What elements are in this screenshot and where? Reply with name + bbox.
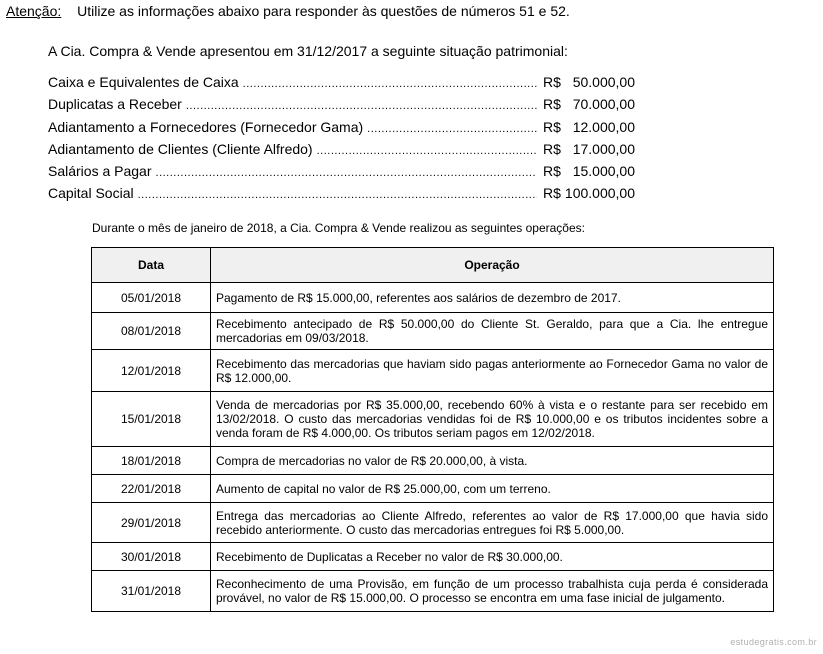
balance-currency: R$ xyxy=(543,185,561,202)
balance-label: Adiantamento de Clientes (Cliente Alfredo) xyxy=(48,140,313,157)
row-operation: Recebimento antecipado de R$ 50.000,00 do Cliente St. Geraldo, para que a Cia. lhe entregue mercadorias em 09/03/2018. xyxy=(211,313,774,350)
row-operation: Reconhecimento de uma Provisão, em função de um processo trabalhista cuja perda é considerada provável, no valor de R$ 15.000,00. O processo se encontra em uma fase inicial de julgamento. xyxy=(211,571,774,612)
table-header-row xyxy=(92,248,774,283)
table-row xyxy=(92,283,774,313)
balance-label: Salários a Pagar xyxy=(48,163,152,180)
header-date: Data xyxy=(92,248,211,283)
table-row xyxy=(92,392,774,447)
balance-label: Adiantamento a Fornecedores (Fornecedor Gama) xyxy=(48,118,364,135)
dot-leader xyxy=(243,73,537,95)
balance-row xyxy=(48,116,635,138)
row-date: 12/01/2018 xyxy=(92,350,211,392)
dot-leader xyxy=(317,140,537,162)
balance-value: 50.000,00 xyxy=(572,74,635,90)
balance-row xyxy=(48,71,635,93)
balance-value: 70.000,00 xyxy=(572,96,635,113)
dot-leader xyxy=(367,118,537,140)
operations-table xyxy=(91,247,774,612)
balance-value: 15.000,00 xyxy=(572,163,635,180)
balance-currency: R$ xyxy=(543,163,561,180)
balance-currency: R$ xyxy=(543,118,561,135)
table-row xyxy=(92,475,774,503)
row-operation: Recebimento de Duplicatas a Receber no valor de R$ 30.000,00. xyxy=(211,543,774,571)
dot-leader xyxy=(186,95,537,117)
row-operation: Pagamento de R$ 15.000,00, referentes aos salários de dezembro de 2017. xyxy=(211,283,774,313)
dot-leader xyxy=(156,162,537,184)
table-row xyxy=(92,350,774,392)
row-operation: Recebimento das mercadorias que haviam sido pagas anteriormente ao Fornecedor Gama no valor de R$ 12.000,00. xyxy=(211,350,774,392)
table-row xyxy=(92,571,774,612)
balance-currency: R$ xyxy=(543,74,561,90)
row-date: 31/01/2018 xyxy=(92,571,211,612)
balance-sheet xyxy=(48,71,635,205)
row-date: 29/01/2018 xyxy=(92,503,211,543)
attention-note xyxy=(6,3,570,19)
dot-leader xyxy=(138,184,537,206)
table-row xyxy=(92,447,774,475)
table-row xyxy=(92,543,774,571)
row-date: 22/01/2018 xyxy=(92,475,211,503)
balance-row xyxy=(48,138,635,160)
row-operation: Compra de mercadorias no valor de R$ 20.000,00, à vista. xyxy=(211,447,774,475)
row-operation: Aumento de capital no valor de R$ 25.000,00, com um terreno. xyxy=(211,475,774,503)
row-date: 15/01/2018 xyxy=(92,392,211,447)
row-date: 18/01/2018 xyxy=(92,447,211,475)
balance-row xyxy=(48,160,635,182)
operations-intro: Durante o mês de janeiro de 2018, a Cia. Compra & Vende realizou as seguintes operações: xyxy=(92,221,585,235)
balance-label: Duplicatas a Receber xyxy=(48,96,182,113)
balance-row xyxy=(48,93,635,115)
header-operation: Operação xyxy=(211,248,774,283)
attention-label: Atenção: xyxy=(6,3,62,19)
table-row xyxy=(92,313,774,350)
watermark: estudegratis.com.br xyxy=(730,637,817,647)
balance-currency: R$ xyxy=(543,96,561,113)
row-date: 30/01/2018 xyxy=(92,543,211,571)
balance-label: Caixa e Equivalentes de Caixa xyxy=(48,74,239,90)
balance-value: 12.000,00 xyxy=(572,118,635,135)
attention-text: Utilize as informações abaixo para responder às questões de números 51 e 52. xyxy=(77,3,570,19)
row-date: 08/01/2018 xyxy=(92,313,211,350)
balance-label: Capital Social xyxy=(48,185,134,202)
row-operation: Entrega das mercadorias ao Cliente Alfredo, referentes ao valor de R$ 17.000,00 que havia sido recebido anteriormente. O custo das mercadorias entregues foi R$ 5.000,00. xyxy=(211,503,774,543)
balance-row xyxy=(48,182,635,204)
row-operation: Venda de mercadorias por R$ 35.000,00, recebendo 60% à vista e o restante para ser recebido em 13/02/2018. O custo das mercadorias vendidas foi de R$ 10.000,00 e os tributos incidentes sobre a venda foram de R$ 4.000,00. Os tributos seriam pagos em 12/02/2018. xyxy=(211,392,774,447)
balance-currency: R$ xyxy=(543,140,561,157)
balance-value: 100.000,00 xyxy=(564,185,635,202)
table-row xyxy=(92,503,774,543)
row-date: 05/01/2018 xyxy=(92,283,211,313)
balance-intro: A Cia. Compra & Vende apresentou em 31/12/2017 a seguinte situação patrimonial: xyxy=(48,43,568,59)
balance-value: 17.000,00 xyxy=(572,140,635,157)
